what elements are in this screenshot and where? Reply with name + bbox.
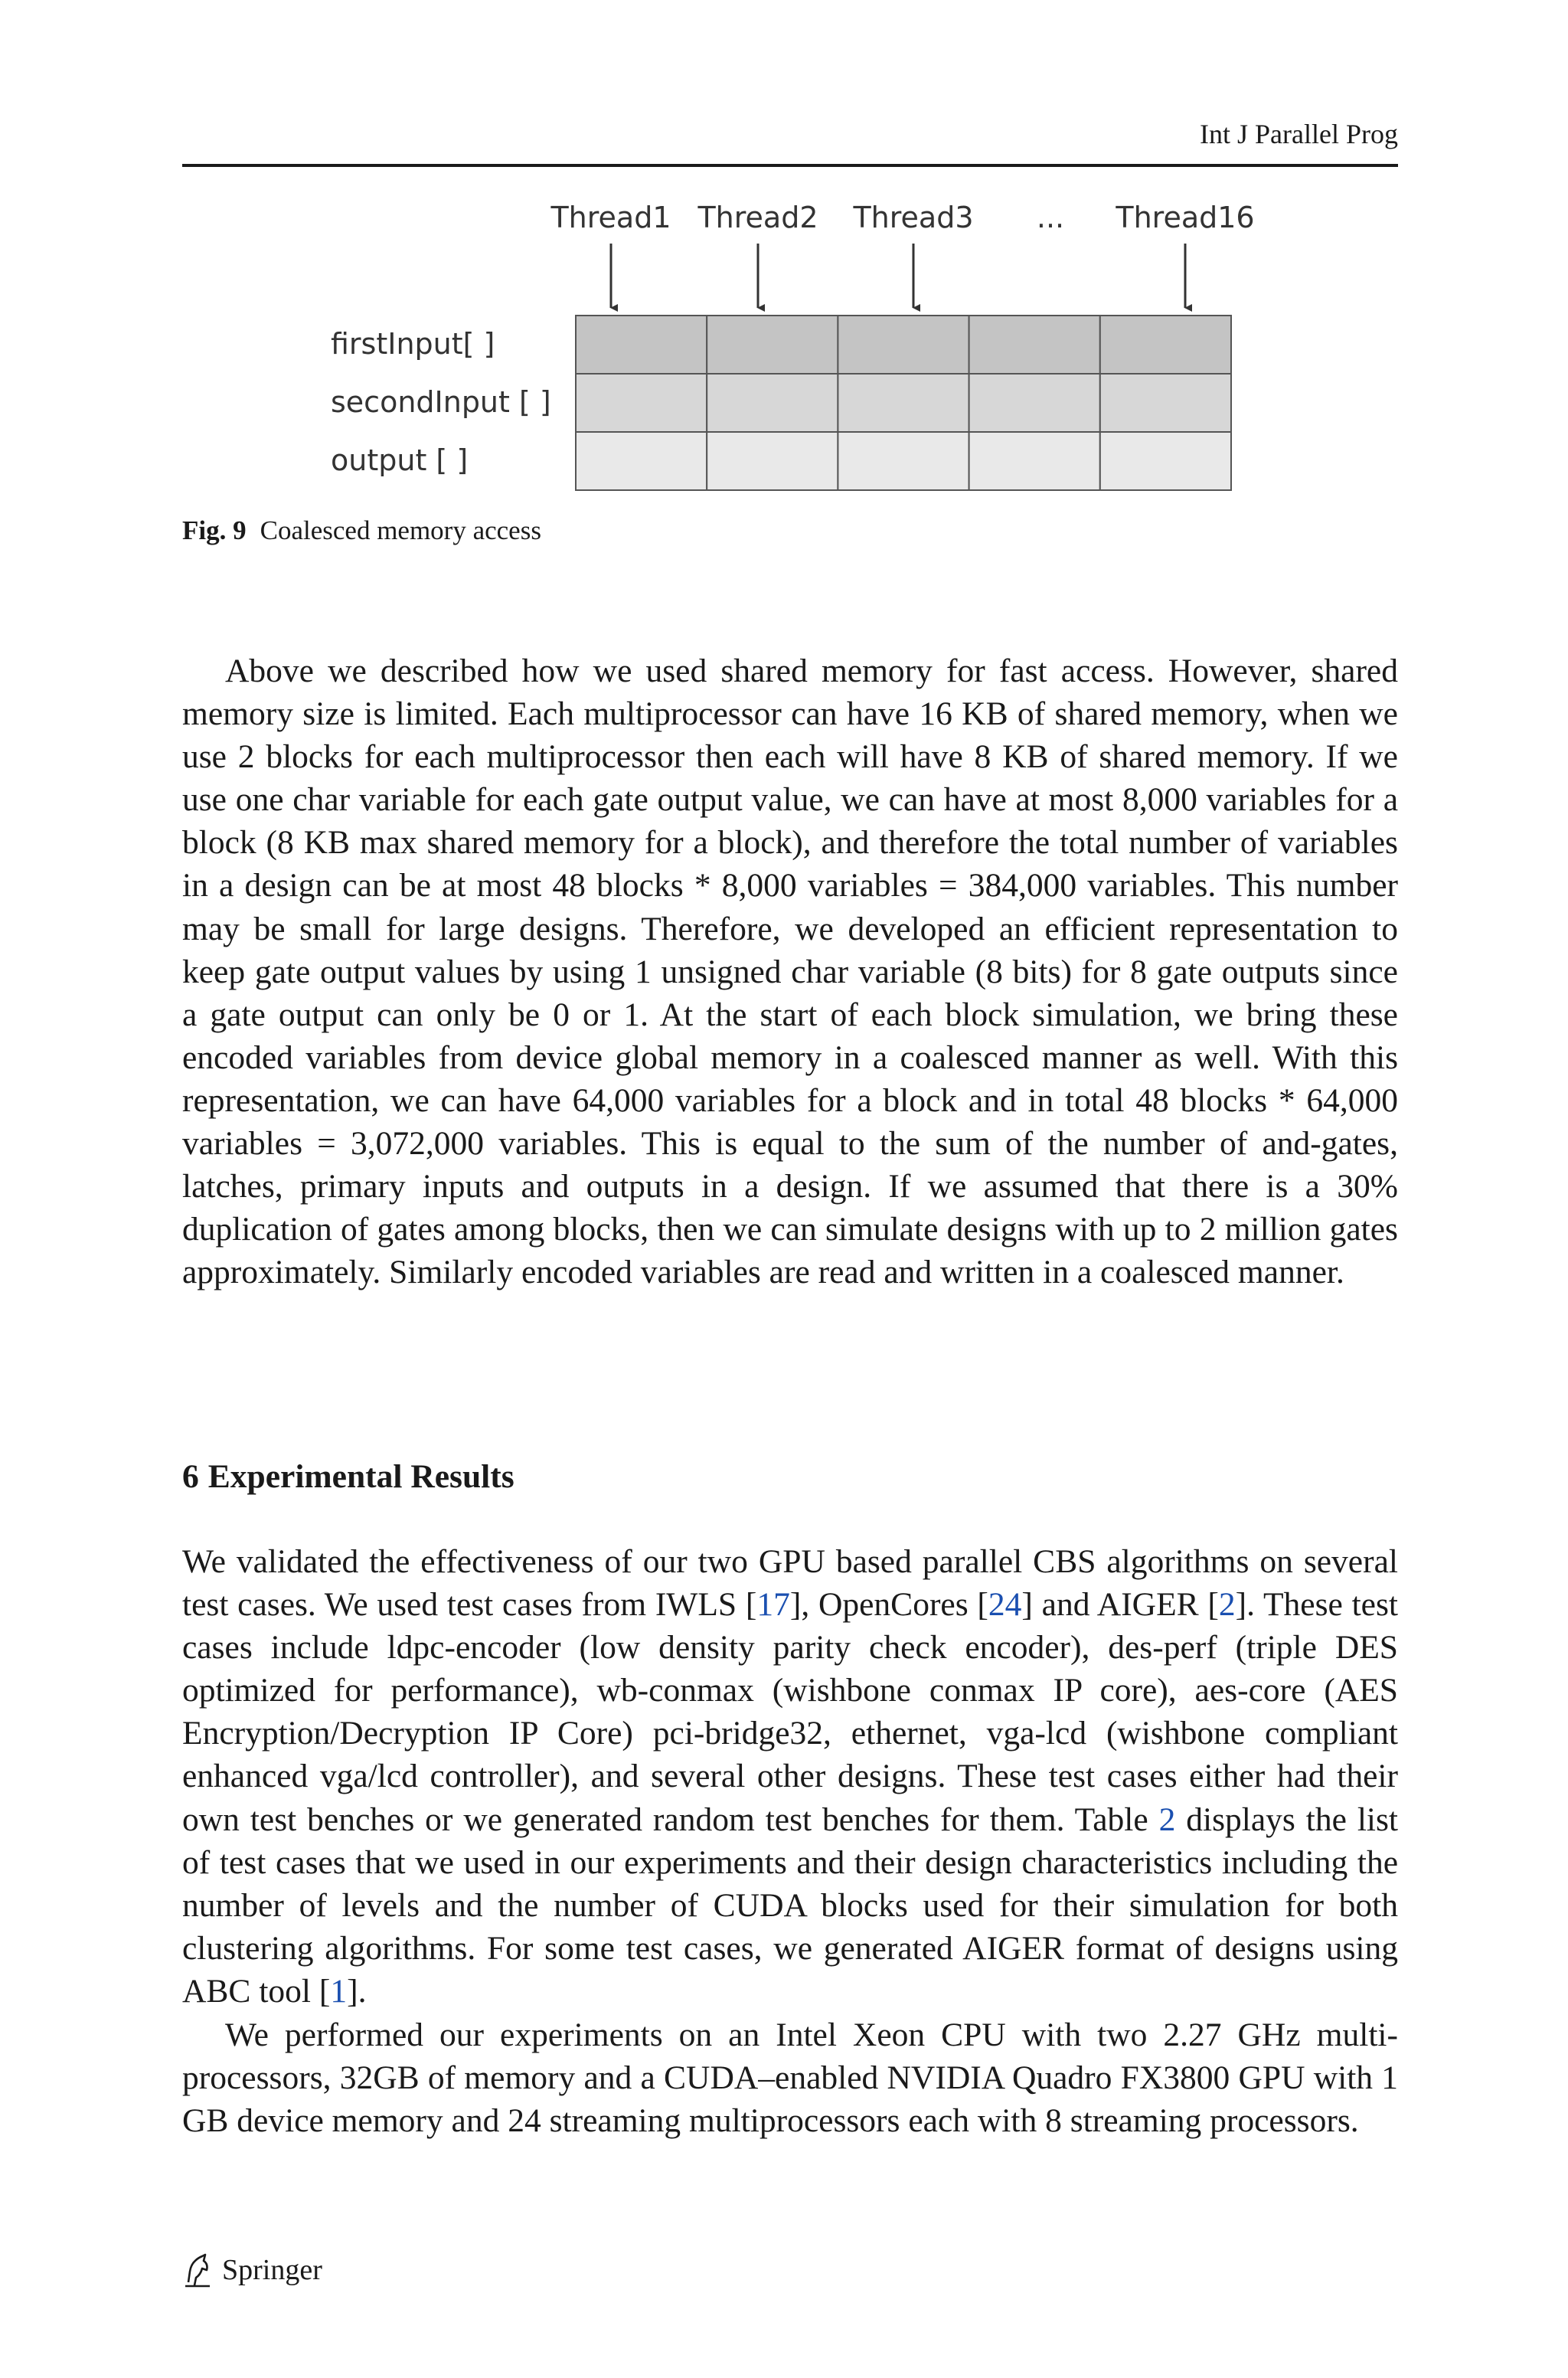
memory-cell: [576, 432, 707, 490]
memory-cell: [838, 374, 969, 432]
figure-caption: [182, 515, 541, 547]
coalesced-memory-figure: [0, 0, 1568, 521]
paragraph-text: ], OpenCores [: [789, 1586, 988, 1624]
memory-cell: [838, 316, 969, 374]
citation-link[interactable]: 2: [1218, 1586, 1236, 1624]
citation-link[interactable]: 1: [330, 1972, 348, 2010]
section-title: Experimental Results: [207, 1458, 514, 1495]
paragraph-text: ]. These test cases include ldpc-encoder (low density parity check encoder), des-perf (triple DES optimized for performance), wb-conmax (wishbone conmax IP core), aes-core (AES Encryption/Decryption IP Core) pci-bridge32, ethernet, vga-lcd (wishbone compliant enhanced vga/lcd controller), and several other designs. These test cases either had their own test benches or we generated random test benches for them. Table: [182, 1586, 1399, 1838]
memory-cell: [576, 374, 707, 432]
thread-label: Thread3: [853, 201, 974, 234]
memory-cell: [1100, 374, 1231, 432]
springer-horse-icon: [182, 2252, 213, 2288]
citation-link[interactable]: 24: [988, 1586, 1022, 1624]
citation-link[interactable]: 17: [756, 1586, 790, 1624]
array-row-label: output [ ]: [331, 443, 469, 477]
figure-caption-text: Coalesced memory access: [260, 515, 541, 545]
citation-link[interactable]: 2: [1158, 1801, 1176, 1838]
running-head: Int J Parallel Prog: [1200, 119, 1398, 149]
paragraph-text: We performed our experiments on an Intel Xeon CPU with two 2.27 GHz multi-processors, 32GB of memory and a CUDA–enabled NVIDIA Quadro FX3800 GPU with 1 GB device memory and 24 streaming multiprocessors each with 8 streaming processors.: [182, 2017, 1398, 2140]
paragraph-text: ] and AIGER [: [1021, 1586, 1219, 1624]
memory-cell: [707, 316, 838, 374]
thread-label: Thread2: [697, 201, 818, 234]
paragraph-shared-memory: [182, 649, 1398, 1294]
paragraph-text: We validated the effectiveness of our two GPU based parallel CBS algorithms on several test cases. We used test cases from IWLS [: [182, 1543, 1398, 1624]
memory-cell: [838, 432, 969, 490]
paragraph-hardware-setup: [182, 2013, 1398, 2142]
thread-label: Thread16: [1116, 201, 1255, 234]
memory-cell: [1100, 432, 1231, 490]
array-row-label: secondInput [ ]: [331, 385, 551, 419]
paragraph-text: Above we described how we used shared memory for fast access. However, shared memory size is limited. Each multiprocessor can have 16 KB of shared memory, when we use 2 blocks for each multiprocessor then each will have 8 KB of shared memory. If we use one char variable for each gate output value, we can have at most 8,000 variables for a block (8 KB max shared memory for a block), and therefore the total number of variables in a design can be at most 48 blocks * 8,000 variables = 384,000 variables. This number may be small for large designs. Therefore, we developed an efficient representation to keep gate output values by using 1 unsigned char variable (8 bits) for 8 gate outputs since a gate output can only be 0 or 1. At the start of each block simulation, we bring these encoded variables from device global memory in a coalesced manner as well. With this representation, we can have 64,000 variables for a block and in total 48 blocks * 64,000 variables = 3,072,000 variables. This is equal to the sum of the number of and-gates, latches, primary inputs and outputs in a design. If we assumed that there is a 30% duplication of gates among blocks, then we can simulate designs with up to 2 million gates approximately. Similarly encoded variables are read and written in a coalesced manner.: [182, 653, 1398, 1291]
memory-cell: [969, 316, 1100, 374]
thread-label: ...: [1036, 201, 1065, 234]
section-number: 6: [182, 1458, 199, 1495]
paragraph-text: displays the list of test cases that we used in our experiments and their design characteristics including the number of levels and the number of CUDA blocks used for their simulation for both clustering algorithms. For some test cases, we generated AIGER format of designs using ABC tool [: [182, 1801, 1399, 2010]
figure-label: Fig. 9: [182, 515, 247, 545]
thread-label: Thread1: [550, 201, 671, 234]
publisher-name: Springer: [222, 2254, 322, 2286]
array-row-label: firstInput[ ]: [331, 327, 495, 361]
memory-cell: [969, 432, 1100, 490]
section-heading: [182, 1457, 514, 1496]
paragraph-test-cases: [182, 1540, 1398, 2013]
memory-cell: [707, 432, 838, 490]
paragraph-text: ].: [347, 1972, 367, 2010]
memory-cell: [576, 316, 707, 374]
memory-cell: [969, 374, 1100, 432]
memory-cell: [707, 374, 838, 432]
memory-cell: [1100, 316, 1231, 374]
publisher-footer: [182, 2250, 322, 2290]
